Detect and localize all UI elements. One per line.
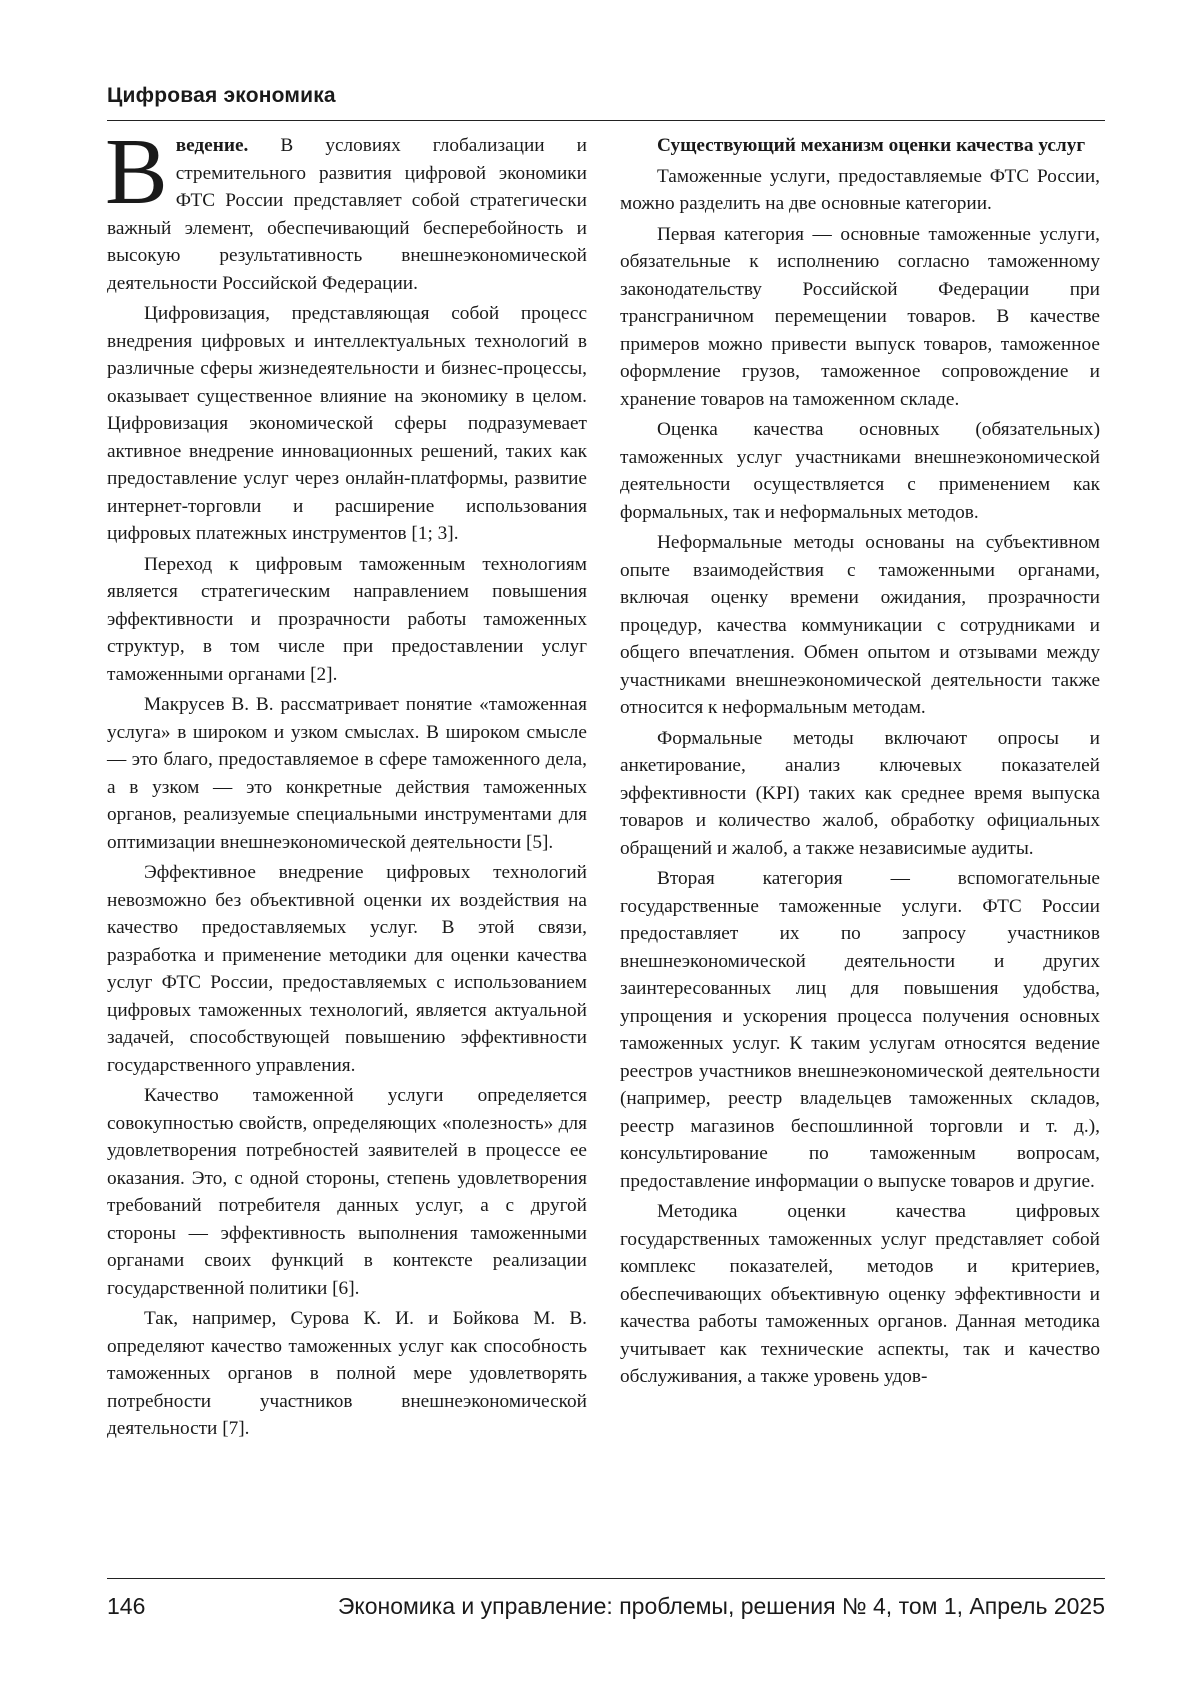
body-paragraph: Макрусев В. В. рассматривает понятие «таможенная услуга» в широком и узком смыслах. В широком смысле — это благо, предоставляемое в сфере таможенного дела, а в узком — это конкретные действия таможенных органов, реализуемые специальными инструментами для оптимизации внешнеэкономической деятельности [5]. (107, 694, 587, 853)
body-paragraph: Эффективное внедрение цифровых технологий невозможно без объективной оценки их воздействия на качество предоставляемых услуг. В этой связи, разработка и применение методики для оценки качества услуг ФТС России, предоставляемых с использованием цифровых таможенных технологий, является актуальной задачей, способствующей повышению эффективности государственного управления. (107, 862, 587, 1076)
body-paragraph: Переход к цифровым таможенным технологиям является стратегическим направлением повышения эффективности и прозрачности работы таможенных структур, в том числе при предоставлении услуг таможенными органами [2]. (107, 553, 587, 685)
body-paragraph: Цифровизация, представляющая собой процесс внедрения цифровых и интеллектуальных технологий в различные сферы жизнедеятельности и бизнес-процессы, оказывает существенное влияние на экономику в целом. Цифровизация экономической сферы подразумевает активное внедрение инновационных решений, таких как предоставление услуг через онлайн-платформы, развитие интернет-торговли и расширение использования цифровых платежных инструментов [1; 3]. (107, 303, 587, 544)
section-heading: Существующий механизм оценки качества услуг (657, 135, 1086, 156)
body-paragraph: Вторая категория — вспомогательные государственные таможенные услуги. ФТС России предоставляет их по запросу участников внешнеэкономической деятельности и других заинтересованных лиц для повышения удобства, упрощения и ускорения процесса получения основных таможенных услуг. К таким услугам относятся ведение реестров участников внешнеэкономической деятельности (например, реестр владельцев таможенных складов, реестр магазинов беспошлинной торговли и т. д.), консультирование по таможенным вопросам, предоставление информации о выпуске товаров и другие. (620, 868, 1100, 1192)
left-column (105, 120, 587, 1446)
journal-citation: Экономика и управление: проблемы, решения № 4, том 1, Апрель 2025 (337, 1593, 1105, 1619)
body-paragraph: Первая категория — основные таможенные услуги, обязательные к исполнению согласно таможенному законодательству Российской Федерации при трансграничном перемещении товаров. В качестве примеров можно привести выпуск товаров, таможенное оформление грузов, таможенное сопровождение и хранение товаров на таможенном складе. (620, 223, 1100, 410)
body-paragraph: Неформальные методы основаны на субъективном опыте взаимодействия с таможенными органами, включая оценку времени ожидания, прозрачности процедур, качества коммуникации с сотрудниками и общего впечатления. Обмен опытом и отзывами между участниками внешнеэкономической деятельности также относится к неформальным методам. (620, 532, 1100, 718)
drop-cap: В (105, 120, 168, 224)
body-paragraph: Так, например, Сурова К. И. и Бойкова М. В. определяют качество таможенных услуг как способность таможенных органов в полной мере удовлетворять потребности участников внешнеэкономической деятельности [7]. (107, 1308, 587, 1439)
body-paragraph: Оценка качества основных (обязательных) таможенных услуг участниками внешнеэкономической деятельности осуществляется с применением как формальных, так и неформальных методов. (620, 419, 1100, 523)
body-paragraph: Качество таможенной услуги определяется совокупностью свойств, определяющих «полезность» для удовлетворения потребностей заявителей в процессе ее оказания. Это, с одной стороны, степень удовлетворения требований потребителя данных услуг, а с другой стороны — эффективность выполнения таможенными органами своих функций в контексте реализации государственной политики [6]. (107, 1085, 587, 1299)
right-column (620, 132, 1100, 1394)
body-paragraph: Формальные методы включают опросы и анкетирование, анализ ключевых показателей эффективности (KPI) таких как среднее время выпуска товаров и количество жалоб, обработку официальных обращений и жалоб, а также независимые аудиты. (620, 727, 1100, 859)
running-head-section-title: Цифровая экономика (107, 84, 336, 107)
intro-lead-word: ведение. (175, 135, 249, 156)
intro-text: В условиях глобализации и стремительного развития цифровой экономики ФТС России представляет собой стратегически важный элемент, обеспечивающий бесперебойность и высокую результативность внешнеэкономической деятельности Российской Федерации. (107, 135, 587, 294)
footer-rule (107, 1578, 1105, 1579)
body-paragraph: Таможенные услуги, предоставляемые ФТС России, можно разделить на две основные категории. (620, 165, 1100, 214)
header-rule (107, 120, 1105, 121)
page-number: 146 (107, 1593, 146, 1619)
intro-paragraph (105, 120, 587, 297)
body-paragraph: Методика оценки качества цифровых государственных таможенных услуг представляет собой комплекс показателей, методов и критериев, обеспечивающих объективную оценку эффективности и качества работы таможенных органов. Данная методика учитывает как технические аспекты, так и качество обслуживания, а также уровень удов- (620, 1201, 1100, 1387)
